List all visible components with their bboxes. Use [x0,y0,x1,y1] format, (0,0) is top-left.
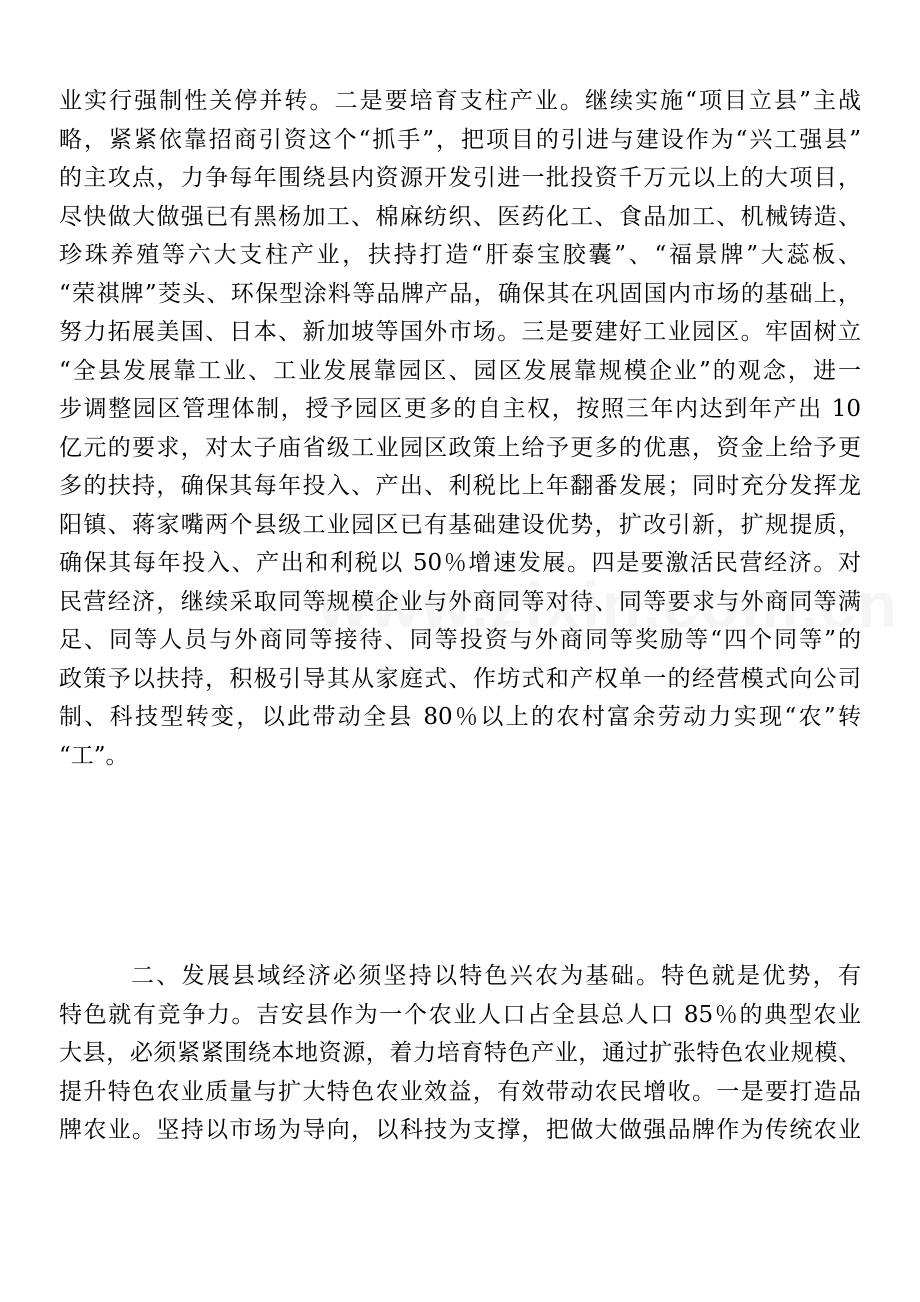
text-line: 珍珠养殖等六大支柱产业，扶持打造“肝泰宝胶囊”、“福景牌”大蕊板、 [59,242,861,268]
text-line: 亿元的要求，对太子庙省级工业园区政策上给予更多的优惠，资金上给予更 [59,434,861,461]
text-line: 政策予以扶持，积极引导其从家庭式、作坊式和产权单一的经营模式向公司 [59,665,861,692]
text-line: 大县，必须紧紧围绕本地资源，着力培育特色产业，通过扩张特色农业规模、 [59,1040,861,1066]
text-line: 多的扶持，确保其每年投入、产出、利税比上年翻番发展；同时充分发挥龙 [59,473,861,499]
text-line: 阳镇、蒋家嘴两个县级工业园区已有基础建设优势，扩改引新，扩规提质， [59,511,861,538]
text-line: 牌农业。坚持以市场为导向，以科技为支撑，把做大做强品牌作为传统农业 [59,1117,861,1143]
paragraph-continuation [59,82,861,775]
text-line: 确保其每年投入、产出和利税以 50％增速发展。四是要激活民营经济。对 [59,550,861,576]
text-line: 制、科技型转变，以此带动全县 80％以上的农村富余劳动力实现“农”转 [59,704,861,730]
text-line: 努力拓展美国、日本、新加坡等国外市场。三是要建好工业园区。牢固树立 [59,319,861,345]
text-line: “全县发展靠工业、工业发展靠园区、园区发展靠规模企业”的观念，进一 [59,357,861,384]
text-line: 略，紧紧依靠招商引资这个“抓手”，把项目的引进与建设作为“兴工强县” [59,126,861,153]
text-line: 提升特色农业质量与扩大特色农业效益，有效带动农民增收。一是要打造品 [59,1078,861,1105]
text-line: 步调整园区管理体制，授予园区更多的自主权，按照三年内达到年产出 10 [59,396,861,422]
text-line: 尽快做大做强已有黑杨加工、棉麻纺织、医药化工、食品加工、机械铸造、 [59,203,861,230]
paragraph-section-two [59,957,861,1150]
text-line: 足、同等人员与外商同等接待、同等投资与外商同等奖励等“四个同等”的 [59,627,861,653]
text-line: 特色就有竞争力。吉安县作为一个农业人口占全县总人口 85％的典型农业 [59,1001,861,1028]
text-line: “荣祺牌”茭头、环保型涂料等品牌产品，确保其在巩固国内市场的基础上， [59,280,861,307]
text-line: “工”。 [59,742,129,769]
text-line: 二、发展县域经济必须坚持以特色兴农为基础。特色就是优势，有 [131,963,861,989]
text-line: 的主攻点，力争每年围绕县内资源开发引进一批投资千万元以上的大项目， [59,165,861,191]
text-line: 民营经济，继续采取同等规模企业与外商同等对待、同等要求与外商同等满 [59,588,861,615]
text-line: 业实行强制性关停并转。二是要培育支柱产业。继续实施“项目立县”主战 [59,88,861,114]
